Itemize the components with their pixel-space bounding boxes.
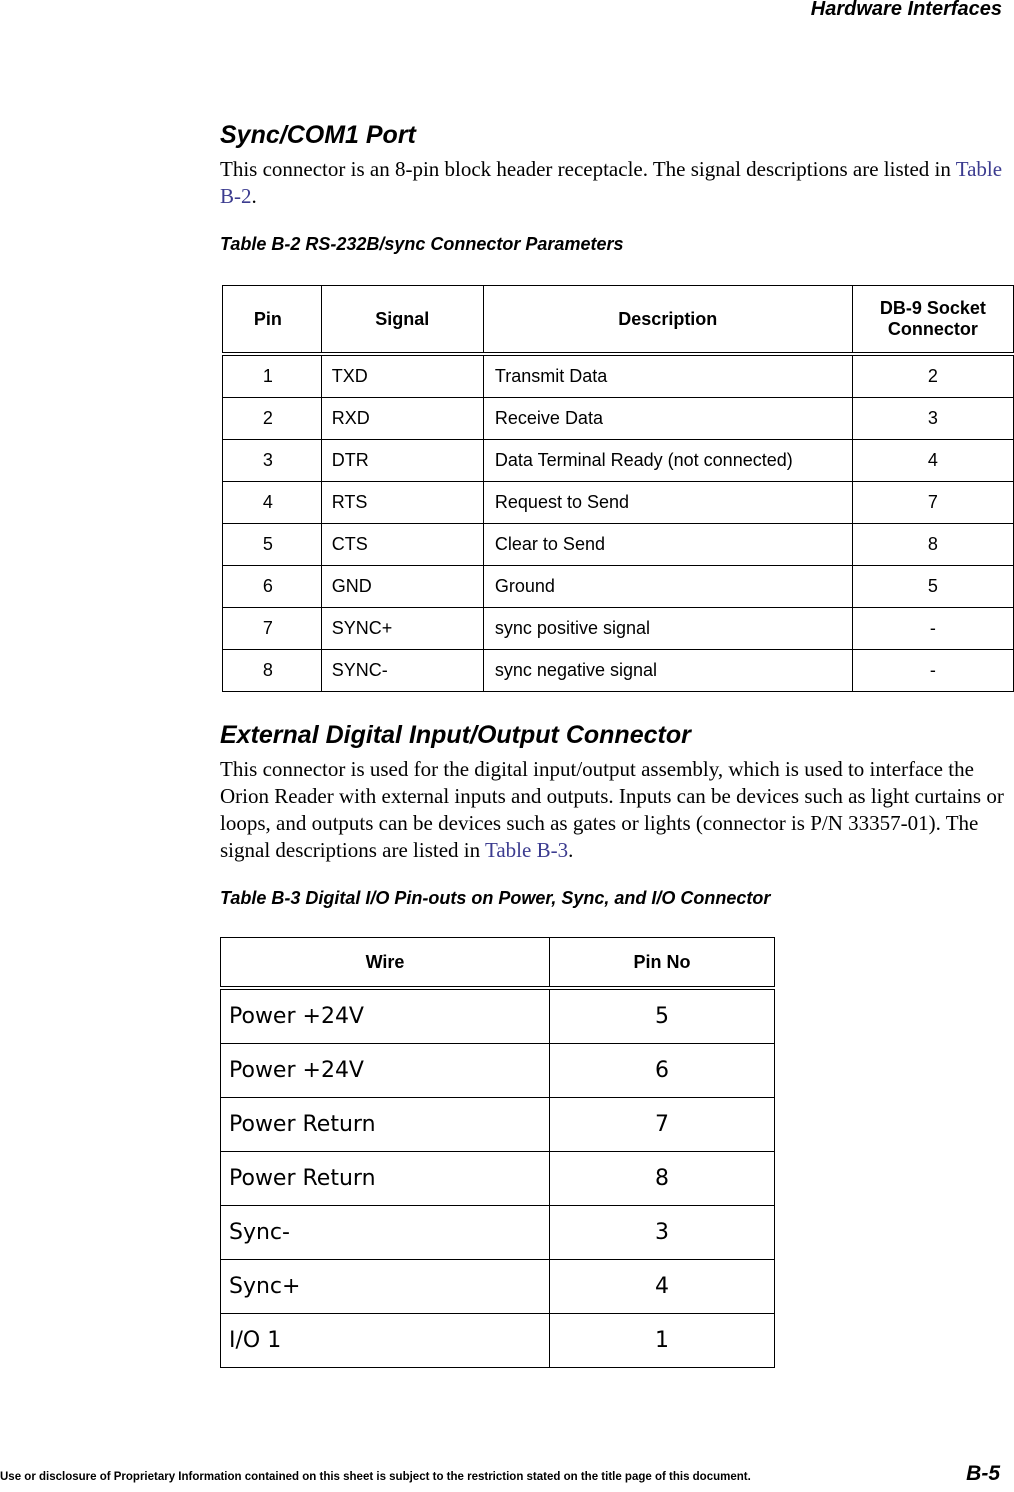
- pin-no-cell: 6: [550, 1044, 775, 1098]
- wire-cell: Power +24V: [221, 1044, 550, 1098]
- paragraph-text: This connector is used for the digital input/output assembly, which is used to interface the Orion Reader with external inputs and outputs. Inputs can be devices such as light curtains or loops, and outputs can be devices such as gates or lights (connector is P/N 33357-01). The signal descriptions are listed in: [220, 757, 1004, 862]
- signal-cell: RXD: [321, 398, 483, 440]
- table-row: [223, 398, 1014, 440]
- description-cell: Data Terminal Ready (not connected): [483, 440, 852, 482]
- db9-header-line2: Connector: [887, 319, 978, 339]
- column-header-pin: Pin: [223, 286, 322, 355]
- db9-header-line1: DB-9 Socket: [879, 298, 986, 318]
- proprietary-notice: Use or disclosure of Proprietary Information contained on this sheet is subject to the restriction stated on the title page of this document.: [0, 1471, 751, 1483]
- table-row: [221, 988, 775, 1044]
- section-paragraph-external-io: [220, 756, 1010, 864]
- description-cell: Clear to Send: [483, 524, 852, 566]
- description-cell: Request to Send: [483, 482, 852, 524]
- wire-cell: Power +24V: [221, 988, 550, 1044]
- paragraph-text-end: .: [568, 838, 574, 862]
- pin-cell: 6: [223, 566, 322, 608]
- db9-cell: 7: [852, 482, 1013, 524]
- table-row: [221, 1314, 775, 1368]
- pin-no-cell: 3: [550, 1206, 775, 1260]
- db9-cell: 5: [852, 566, 1013, 608]
- pin-no-cell: 7: [550, 1098, 775, 1152]
- table-row: [223, 482, 1014, 524]
- pin-cell: 5: [223, 524, 322, 566]
- table-row: [223, 566, 1014, 608]
- table-row: [223, 608, 1014, 650]
- table-caption-b3: Table B-3 Digital I/O Pin-outs on Power, Sync, and I/O Connector: [220, 888, 771, 908]
- pin-no-cell: 4: [550, 1260, 775, 1314]
- section-paragraph-sync-com1: [220, 156, 1010, 210]
- wire-cell: Sync+: [221, 1260, 550, 1314]
- signal-cell: DTR: [321, 440, 483, 482]
- table-row: [221, 1098, 775, 1152]
- wire-cell: I/O 1: [221, 1314, 550, 1368]
- paragraph-text-end: .: [251, 184, 257, 208]
- pin-no-cell: 1: [550, 1314, 775, 1368]
- description-cell: sync positive signal: [483, 608, 852, 650]
- table-row: [221, 1044, 775, 1098]
- column-header-pin-no: Pin No: [550, 938, 775, 989]
- signal-cell: RTS: [321, 482, 483, 524]
- wire-cell: Power Return: [221, 1098, 550, 1152]
- pin-cell: 1: [223, 354, 322, 398]
- table-b2-link[interactable]: Table B-2: [220, 157, 1003, 208]
- pin-no-cell: 5: [550, 988, 775, 1044]
- section-heading-external-io: External Digital Input/Output Connector: [220, 721, 691, 749]
- description-cell: Receive Data: [483, 398, 852, 440]
- pin-cell: 8: [223, 650, 322, 692]
- table-row: [223, 524, 1014, 566]
- pin-cell: 7: [223, 608, 322, 650]
- table-row: [221, 1206, 775, 1260]
- pin-no-cell: 8: [550, 1152, 775, 1206]
- table-row: [221, 1152, 775, 1206]
- table-row: [223, 440, 1014, 482]
- signal-cell: TXD: [321, 354, 483, 398]
- page-number: B-5: [966, 1462, 1000, 1485]
- pin-cell: 3: [223, 440, 322, 482]
- signal-cell: CTS: [321, 524, 483, 566]
- wire-cell: Power Return: [221, 1152, 550, 1206]
- pin-cell: 4: [223, 482, 322, 524]
- table-caption-b2: Table B-2 RS-232B/sync Connector Parameters: [220, 234, 624, 254]
- db9-cell: 8: [852, 524, 1013, 566]
- db9-cell: -: [852, 650, 1013, 692]
- description-cell: sync negative signal: [483, 650, 852, 692]
- connector-parameters-table: [222, 285, 1014, 692]
- db9-cell: 2: [852, 354, 1013, 398]
- table-header-row: [223, 286, 1014, 355]
- db9-cell: 3: [852, 398, 1013, 440]
- column-header-description: Description: [483, 286, 852, 355]
- column-header-signal: Signal: [321, 286, 483, 355]
- paragraph-text: This connector is an 8-pin block header receptacle. The signal descriptions are listed in: [220, 157, 956, 181]
- table-row: [223, 354, 1014, 398]
- table-row: [221, 1260, 775, 1314]
- db9-cell: 4: [852, 440, 1013, 482]
- digital-io-pinout-table: [220, 937, 775, 1368]
- signal-cell: GND: [321, 566, 483, 608]
- description-cell: Ground: [483, 566, 852, 608]
- table-row: [223, 650, 1014, 692]
- running-header: Hardware Interfaces: [810, 0, 1002, 20]
- column-header-wire: Wire: [221, 938, 550, 989]
- db9-cell: -: [852, 608, 1013, 650]
- wire-cell: Sync-: [221, 1206, 550, 1260]
- signal-cell: SYNC-: [321, 650, 483, 692]
- signal-cell: SYNC+: [321, 608, 483, 650]
- section-heading-sync-com1: Sync/COM1 Port: [220, 121, 416, 149]
- table-b3-link[interactable]: Table B-3: [484, 838, 569, 862]
- description-cell: Transmit Data: [483, 354, 852, 398]
- table-header-row: [221, 938, 775, 989]
- column-header-db9: [852, 286, 1013, 355]
- pin-cell: 2: [223, 398, 322, 440]
